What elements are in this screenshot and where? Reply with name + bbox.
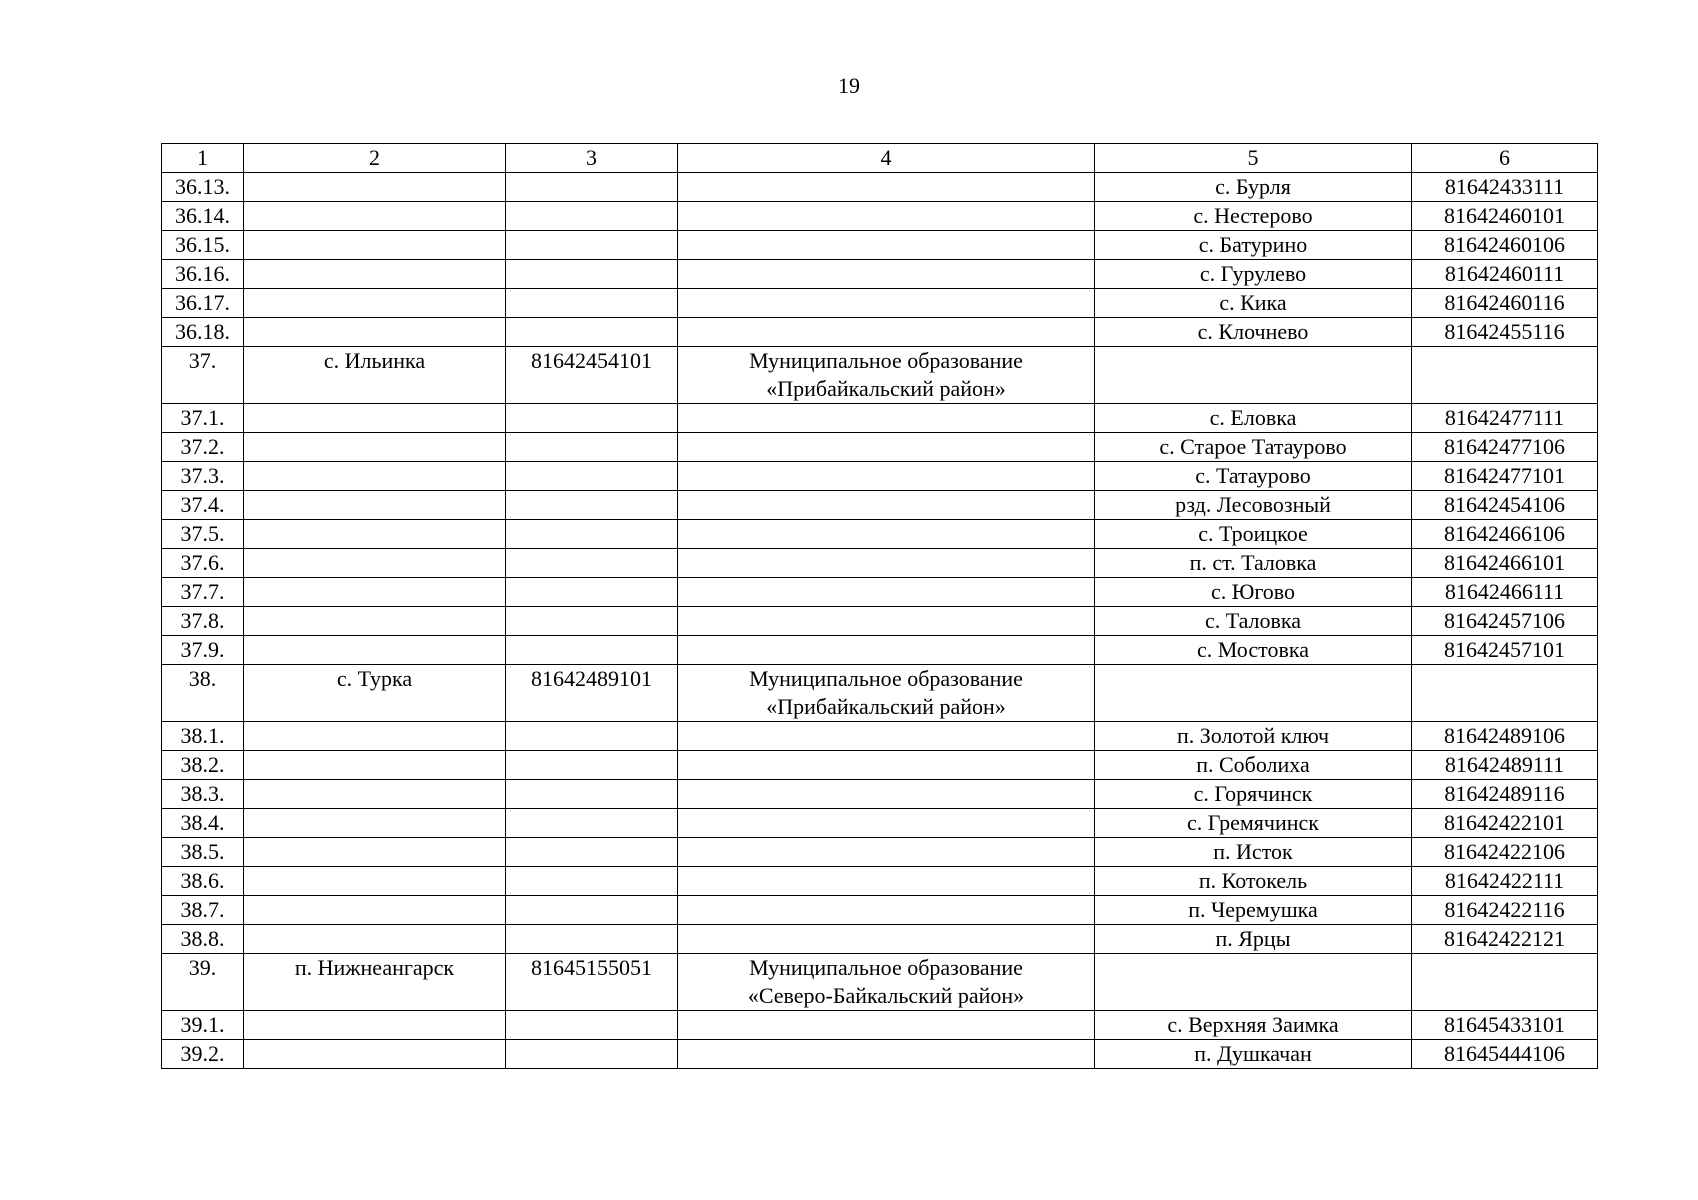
municipality-cell [678, 954, 1095, 1011]
municipality-cell [678, 925, 1095, 954]
settlement-cell [244, 780, 506, 809]
settlement-cell [244, 462, 506, 491]
sub-settlement-cell: с. Таловка [1095, 607, 1412, 636]
sub-settlement-cell: с. Батурино [1095, 231, 1412, 260]
sub-settlement-cell [1095, 954, 1412, 1011]
municipality-cell [678, 549, 1095, 578]
municipality-cell [678, 260, 1095, 289]
municipality-cell [678, 578, 1095, 607]
row-number-cell: 37.3. [162, 462, 244, 491]
table-row [162, 549, 1598, 578]
row-number-cell: 38.7. [162, 896, 244, 925]
row-number-cell: 38.5. [162, 838, 244, 867]
settlement-cell [244, 318, 506, 347]
settlement-cell [244, 1011, 506, 1040]
column-header: 1 [162, 144, 244, 173]
row-number-cell: 38.3. [162, 780, 244, 809]
table-row [162, 404, 1598, 433]
table-row [162, 1040, 1598, 1069]
sub-settlement-cell: с. Троицкое [1095, 520, 1412, 549]
settlement-cell [244, 636, 506, 665]
row-number-cell: 37.2. [162, 433, 244, 462]
sub-settlement-cell: с. Кика [1095, 289, 1412, 318]
settlement-cell [244, 867, 506, 896]
oktmo-code-cell [506, 173, 678, 202]
table-row [162, 867, 1598, 896]
table-row [162, 780, 1598, 809]
sub-oktmo-cell: 81642466106 [1412, 520, 1598, 549]
sub-oktmo-cell [1412, 347, 1598, 404]
sub-oktmo-cell: 81642460116 [1412, 289, 1598, 318]
municipality-cell [678, 1040, 1095, 1069]
oktmo-code-cell: 81645155051 [506, 954, 678, 1011]
municipality-cell [678, 751, 1095, 780]
table-row [162, 954, 1598, 1011]
sub-oktmo-cell: 81642460106 [1412, 231, 1598, 260]
sub-settlement-cell: п. Душкачан [1095, 1040, 1412, 1069]
sub-oktmo-cell: 81642422116 [1412, 896, 1598, 925]
sub-settlement-cell: с. Татаурово [1095, 462, 1412, 491]
sub-oktmo-cell: 81642489111 [1412, 751, 1598, 780]
sub-settlement-cell: п. ст. Таловка [1095, 549, 1412, 578]
oktmo-code-cell [506, 780, 678, 809]
sub-oktmo-cell: 81642489106 [1412, 722, 1598, 751]
table-row [162, 318, 1598, 347]
settlement-cell: с. Ильинка [244, 347, 506, 404]
sub-settlement-cell: с. Югово [1095, 578, 1412, 607]
municipality-cell [678, 318, 1095, 347]
oktmo-code-cell [506, 520, 678, 549]
table-row [162, 1011, 1598, 1040]
table-row [162, 347, 1598, 404]
table-row [162, 433, 1598, 462]
row-number-cell: 36.15. [162, 231, 244, 260]
sub-oktmo-cell: 81642457106 [1412, 607, 1598, 636]
sub-oktmo-cell: 81645433101 [1412, 1011, 1598, 1040]
row-number-cell: 39.1. [162, 1011, 244, 1040]
table-row [162, 462, 1598, 491]
settlement-cell [244, 1040, 506, 1069]
settlement-cell [244, 520, 506, 549]
table-row [162, 491, 1598, 520]
settlement-cell [244, 896, 506, 925]
settlement-cell [244, 260, 506, 289]
sub-oktmo-cell: 81642457101 [1412, 636, 1598, 665]
settlement-cell [244, 809, 506, 838]
table-row [162, 751, 1598, 780]
municipality-cell [678, 289, 1095, 318]
municipality-cell [678, 867, 1095, 896]
settlement-cell [244, 433, 506, 462]
settlement-cell [244, 578, 506, 607]
sub-oktmo-cell: 81642422121 [1412, 925, 1598, 954]
row-number-cell: 38. [162, 665, 244, 722]
row-number-cell: 37.1. [162, 404, 244, 433]
municipality-cell [678, 404, 1095, 433]
row-number-cell: 38.2. [162, 751, 244, 780]
sub-oktmo-cell: 81642489116 [1412, 780, 1598, 809]
sub-oktmo-cell: 81642466101 [1412, 549, 1598, 578]
oktmo-code-cell [506, 925, 678, 954]
sub-oktmo-cell [1412, 954, 1598, 1011]
oktmo-code-cell: 81642454101 [506, 347, 678, 404]
cell-line: «Прибайкальский район» [766, 376, 1006, 401]
sub-settlement-cell: с. Еловка [1095, 404, 1412, 433]
oktmo-code-cell [506, 1011, 678, 1040]
row-number-cell: 39. [162, 954, 244, 1011]
oktmo-code-cell [506, 751, 678, 780]
table-row [162, 260, 1598, 289]
table-row [162, 809, 1598, 838]
oktmo-code-cell [506, 578, 678, 607]
municipality-cell [678, 1011, 1095, 1040]
municipality-cell [678, 462, 1095, 491]
sub-settlement-cell: с. Гурулево [1095, 260, 1412, 289]
sub-settlement-cell: с. Бурля [1095, 173, 1412, 202]
municipality-cell [678, 173, 1095, 202]
oktmo-code-cell [506, 867, 678, 896]
sub-settlement-cell: п. Исток [1095, 838, 1412, 867]
municipality-cell [678, 896, 1095, 925]
table-row [162, 636, 1598, 665]
municipality-cell [678, 780, 1095, 809]
row-number-cell: 37.4. [162, 491, 244, 520]
oktmo-code-cell: 81642489101 [506, 665, 678, 722]
sub-settlement-cell: п. Котокель [1095, 867, 1412, 896]
table-header-row [162, 144, 1598, 173]
sub-settlement-cell: с. Клочнево [1095, 318, 1412, 347]
row-number-cell: 36.14. [162, 202, 244, 231]
table-row [162, 578, 1598, 607]
oktmo-code-cell [506, 433, 678, 462]
oktmo-code-cell [506, 636, 678, 665]
row-number-cell: 36.13. [162, 173, 244, 202]
table-row [162, 665, 1598, 722]
oktmo-code-cell [506, 838, 678, 867]
sub-oktmo-cell: 81642460101 [1412, 202, 1598, 231]
table-row [162, 173, 1598, 202]
municipality-cell [678, 838, 1095, 867]
sub-settlement-cell: с. Старое Татаурово [1095, 433, 1412, 462]
row-number-cell: 38.1. [162, 722, 244, 751]
sub-settlement-cell [1095, 347, 1412, 404]
row-number-cell: 36.18. [162, 318, 244, 347]
sub-oktmo-cell: 81642454106 [1412, 491, 1598, 520]
municipality-cell [678, 607, 1095, 636]
municipality-cell [678, 520, 1095, 549]
municipality-cell [678, 722, 1095, 751]
oktmo-code-cell [506, 289, 678, 318]
settlements-table [161, 143, 1598, 1069]
sub-settlement-cell: с. Нестерово [1095, 202, 1412, 231]
oktmo-code-cell [506, 231, 678, 260]
row-number-cell: 37.7. [162, 578, 244, 607]
column-header: 2 [244, 144, 506, 173]
row-number-cell: 37.5. [162, 520, 244, 549]
table-row [162, 896, 1598, 925]
cell-line: «Прибайкальский район» [766, 694, 1006, 719]
settlement-cell [244, 289, 506, 318]
municipality-cell [678, 491, 1095, 520]
table-row [162, 202, 1598, 231]
sub-settlement-cell [1095, 665, 1412, 722]
row-number-cell: 38.6. [162, 867, 244, 896]
oktmo-code-cell [506, 549, 678, 578]
table-row [162, 925, 1598, 954]
sub-settlement-cell: п. Соболиха [1095, 751, 1412, 780]
sub-settlement-cell: п. Золотой ключ [1095, 722, 1412, 751]
sub-oktmo-cell: 81642422101 [1412, 809, 1598, 838]
settlement-cell [244, 607, 506, 636]
page-number: 19 [838, 73, 860, 98]
settlement-cell [244, 838, 506, 867]
cell-line: Муниципальное образование [749, 348, 1023, 373]
municipality-cell [678, 636, 1095, 665]
municipality-cell [678, 347, 1095, 404]
oktmo-code-cell [506, 491, 678, 520]
sub-settlement-cell: рзд. Лесовозный [1095, 491, 1412, 520]
row-number-cell: 37.6. [162, 549, 244, 578]
oktmo-code-cell [506, 809, 678, 838]
sub-oktmo-cell [1412, 665, 1598, 722]
settlement-cell [244, 925, 506, 954]
settlement-cell [244, 722, 506, 751]
column-header: 6 [1412, 144, 1598, 173]
sub-oktmo-cell: 81642422111 [1412, 867, 1598, 896]
table-body [162, 144, 1598, 1069]
settlement-cell [244, 549, 506, 578]
table-row [162, 722, 1598, 751]
sub-oktmo-cell: 81642477106 [1412, 433, 1598, 462]
sub-oktmo-cell: 81642455116 [1412, 318, 1598, 347]
table-row [162, 289, 1598, 318]
sub-settlement-cell: с. Мостовка [1095, 636, 1412, 665]
sub-settlement-cell: п. Черемушка [1095, 896, 1412, 925]
sub-oktmo-cell: 81642433111 [1412, 173, 1598, 202]
column-header: 3 [506, 144, 678, 173]
municipality-cell [678, 202, 1095, 231]
oktmo-code-cell [506, 260, 678, 289]
table-row [162, 520, 1598, 549]
sub-oktmo-cell: 81642466111 [1412, 578, 1598, 607]
sub-settlement-cell: с. Верхняя Заимка [1095, 1011, 1412, 1040]
settlement-cell [244, 404, 506, 433]
oktmo-code-cell [506, 722, 678, 751]
municipality-cell [678, 231, 1095, 260]
row-number-cell: 39.2. [162, 1040, 244, 1069]
sub-oktmo-cell: 81645444106 [1412, 1040, 1598, 1069]
oktmo-code-cell [506, 462, 678, 491]
column-header: 5 [1095, 144, 1412, 173]
oktmo-code-cell [506, 1040, 678, 1069]
municipality-cell [678, 665, 1095, 722]
oktmo-code-cell [506, 202, 678, 231]
sub-oktmo-cell: 81642460111 [1412, 260, 1598, 289]
row-number-cell: 38.4. [162, 809, 244, 838]
cell-line: Муниципальное образование [749, 666, 1023, 691]
table-row [162, 231, 1598, 260]
settlement-cell [244, 202, 506, 231]
row-number-cell: 38.8. [162, 925, 244, 954]
sub-oktmo-cell: 81642477101 [1412, 462, 1598, 491]
oktmo-code-cell [506, 404, 678, 433]
cell-line: «Северо-Байкальский район» [747, 983, 1025, 1008]
settlement-cell [244, 491, 506, 520]
row-number-cell: 36.17. [162, 289, 244, 318]
row-number-cell: 37.9. [162, 636, 244, 665]
table-row [162, 607, 1598, 636]
cell-line: Муниципальное образование [749, 955, 1023, 980]
row-number-cell: 37. [162, 347, 244, 404]
settlement-cell: с. Турка [244, 665, 506, 722]
sub-oktmo-cell: 81642477111 [1412, 404, 1598, 433]
settlement-cell: п. Нижнеангарск [244, 954, 506, 1011]
table-row [162, 838, 1598, 867]
settlement-cell [244, 173, 506, 202]
sub-settlement-cell: с. Гремячинск [1095, 809, 1412, 838]
municipality-cell [678, 809, 1095, 838]
sub-settlement-cell: с. Горячинск [1095, 780, 1412, 809]
row-number-cell: 36.16. [162, 260, 244, 289]
oktmo-code-cell [506, 896, 678, 925]
column-header: 4 [678, 144, 1095, 173]
settlement-cell [244, 751, 506, 780]
oktmo-code-cell [506, 607, 678, 636]
settlement-cell [244, 231, 506, 260]
row-number-cell: 37.8. [162, 607, 244, 636]
sub-settlement-cell: п. Ярцы [1095, 925, 1412, 954]
oktmo-code-cell [506, 318, 678, 347]
municipality-cell [678, 433, 1095, 462]
sub-oktmo-cell: 81642422106 [1412, 838, 1598, 867]
